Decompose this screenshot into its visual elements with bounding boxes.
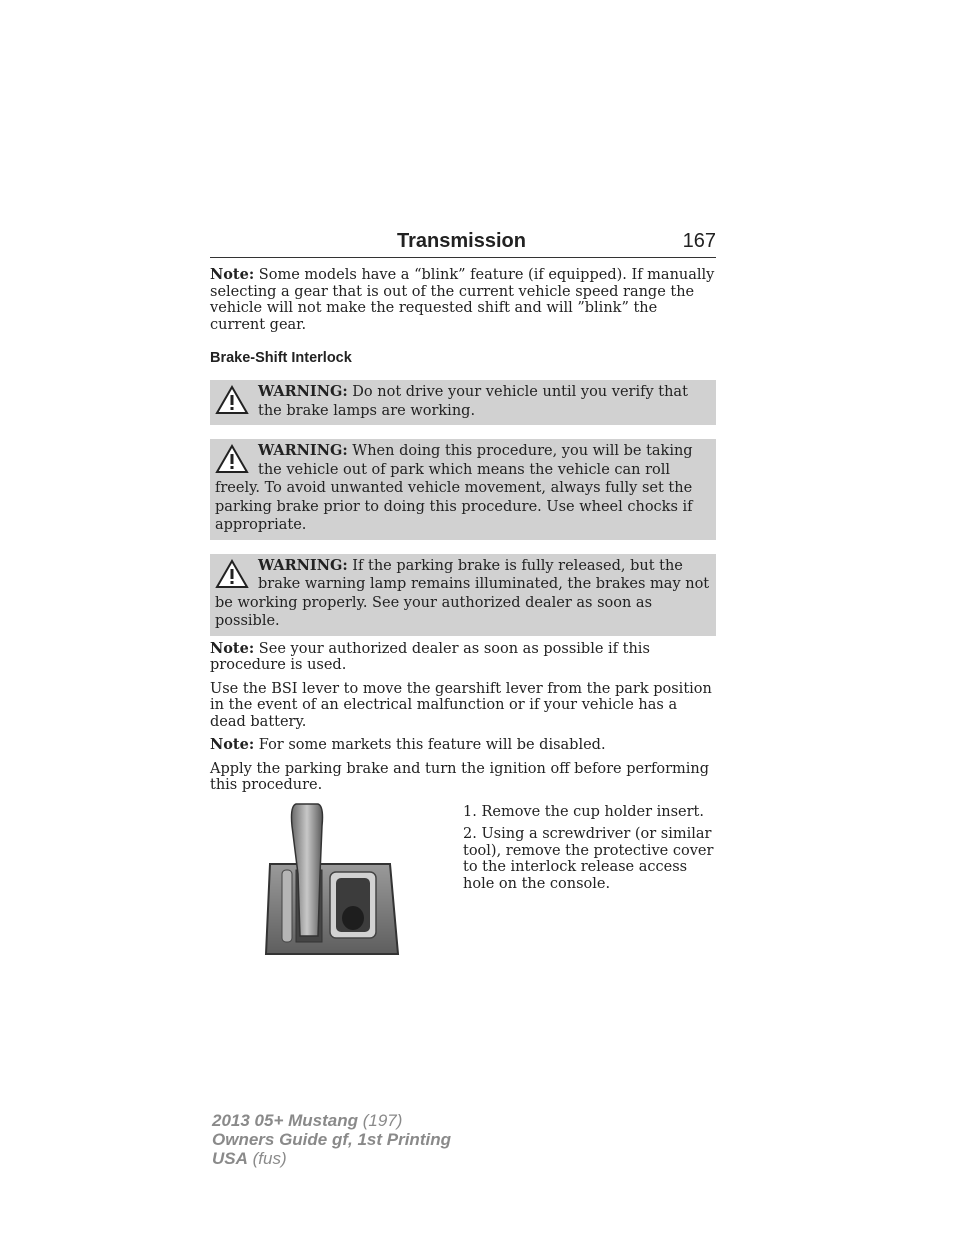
warning-box-3: WARNING: If the parking brake is fully released, but the brake warning lamp remains illuminated, the brakes may not be working properly. See your authorized dealer as soon as possible. xyxy=(210,554,716,636)
figure-column xyxy=(210,804,463,976)
step-1: 1. Remove the cup holder insert. xyxy=(463,803,704,820)
page-footer xyxy=(212,1111,451,1168)
note-blink: Note: Some models have a “blink” feature (if equipped). If manually selecting a gear that is out of the current vehicle speed range the vehicle will not make the requested shift and will ”blink” the current gear. xyxy=(210,266,715,333)
gearshift-console-illustration xyxy=(260,802,460,972)
section-heading: Brake-Shift Interlock xyxy=(210,350,352,366)
note-dealer: Note: See your authorized dealer as soon as possible if this procedure is used. xyxy=(210,639,650,673)
footer-line-1: 2013 05+ Mustang (197) xyxy=(212,1111,403,1130)
step-2: 2. Using a screwdriver (or similar tool), remove the protective cover to the interlock release access hole on the console. xyxy=(463,826,714,892)
warning-box-1: WARNING: Do not drive your vehicle until you verify that the brake lamps are working. xyxy=(210,380,716,425)
warning-triangle-icon xyxy=(215,385,249,415)
note-markets: Note: For some markets this feature will be disabled. xyxy=(210,736,606,753)
paragraph-parking-brake: Apply the parking brake and turn the ignition off before performing this procedure. xyxy=(210,760,710,793)
page-content xyxy=(210,230,716,976)
warning-triangle-icon xyxy=(215,559,249,589)
figure-row xyxy=(210,804,716,976)
warning-triangle-icon xyxy=(215,444,249,474)
steps-column xyxy=(463,804,716,976)
page-number: 167 xyxy=(682,230,716,252)
footer-line-2: Owners Guide gf, 1st Printing xyxy=(212,1130,451,1149)
paragraph-bsi-lever: Use the BSI lever to move the gearshift lever from the park position in the event of an electrical malfunction or if your vehicle has a dead battery. xyxy=(210,680,712,730)
page-title: Transmission xyxy=(397,230,526,252)
page-header xyxy=(210,230,716,258)
warning-box-2: WARNING: When doing this procedure, you will be taking the vehicle out of park which means the vehicle can roll freely. To avoid unwanted vehicle movement, always fully set the parking brake prior to doing this procedure. Use wheel chocks if appropriate. xyxy=(210,439,716,540)
footer-line-3: USA (fus) xyxy=(212,1149,287,1168)
